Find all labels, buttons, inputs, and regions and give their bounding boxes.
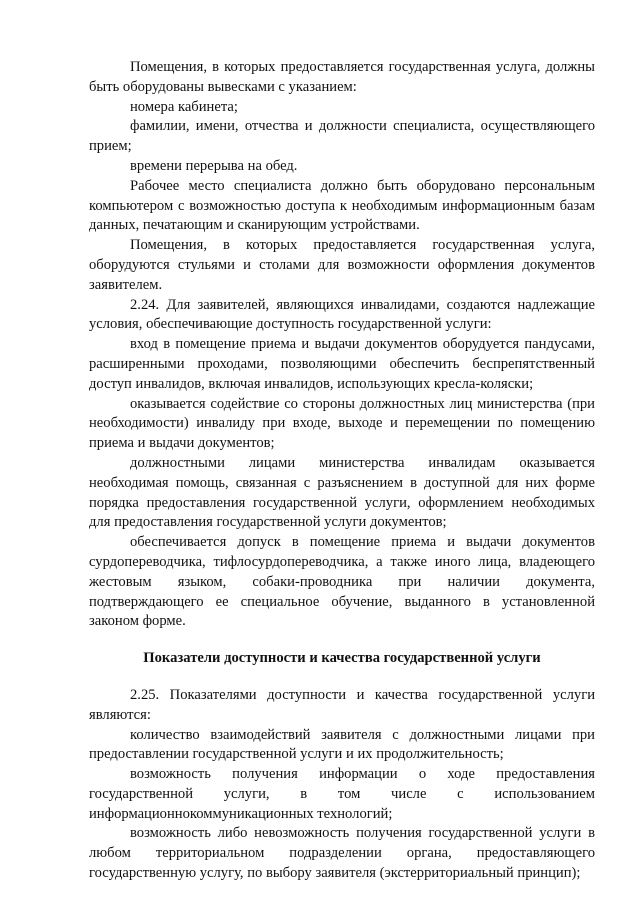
paragraph: Рабочее место специалиста должно быть оборудовано персональным компьютером с возможностью доступа к необходимым информационным базам данных, печатающим и сканирующим устройствами. <box>89 177 595 234</box>
paragraph: возможность получения информации о ходе предоставления государственной услуги, в том числе с использованием информационнокоммуникационных технологий; <box>89 766 595 822</box>
paragraph: обеспечивается допуск в помещение приема и выдачи документов сурдопереводчика, тифлосурдопереводчика, а также иного лица, владеющего жестовым языком, собаки-проводника при наличии документа, подтверждающего ее специальное обучение, выданного в установленной законом форме. <box>89 534 595 630</box>
paragraph: вход в помещение приема и выдачи документов оборудуется пандусами, расширенными проходами, позволяющими обеспечить беспрепятственный доступ инвалидов, включая инвалидов, использующих кресла-коляски; <box>89 336 595 392</box>
document-page <box>89 58 595 884</box>
paragraph: количество взаимодействий заявителя с должностными лицами при предоставлении государственной услуги и их продолжительность; <box>89 726 595 763</box>
paragraph: 2.25. Показателями доступности и качества государственной услуги являются: <box>89 686 595 723</box>
paragraph: Помещения, в которых предоставляется государственная услуга, должны быть оборудованы вывесками с указанием: <box>89 59 595 95</box>
section-heading: Показатели доступности и качества государственной услуги <box>143 650 541 667</box>
paragraph: оказывается содействие со стороны должностных лиц министерства (при необходимости) инвалиду при входе, выходе и перемещении по помещению приема и выдачи документов; <box>89 395 595 452</box>
paragraph: 2.24. Для заявителей, являющихся инвалидами, создаются надлежащие условия, обеспечивающие доступность государственной услуги: <box>89 296 595 333</box>
paragraph: Помещения, в которых предоставляется государственная услуга, оборудуются стульями и столами для возможности оформления документов заявителем. <box>89 237 595 293</box>
paragraph: возможность либо невозможность получения государственной услуги в любом территориальном подразделении органа, предоставляющего государственную услугу, по выбору заявителя (экстерриториальный принцип); <box>89 825 595 882</box>
paragraph: времени перерыва на обед. <box>130 157 298 174</box>
paragraph: должностными лицами министерства инвалидам оказывается необходимая помощь, связанная с разъяснением в доступной для них форме порядка предоставления государственной услуги, оформлением необходимых для предоставления государственной услуги документов; <box>89 454 595 531</box>
paragraph: номера кабинета; <box>130 98 238 115</box>
paragraph: фамилии, имени, отчества и должности специалиста, осуществляющего прием; <box>89 118 595 155</box>
